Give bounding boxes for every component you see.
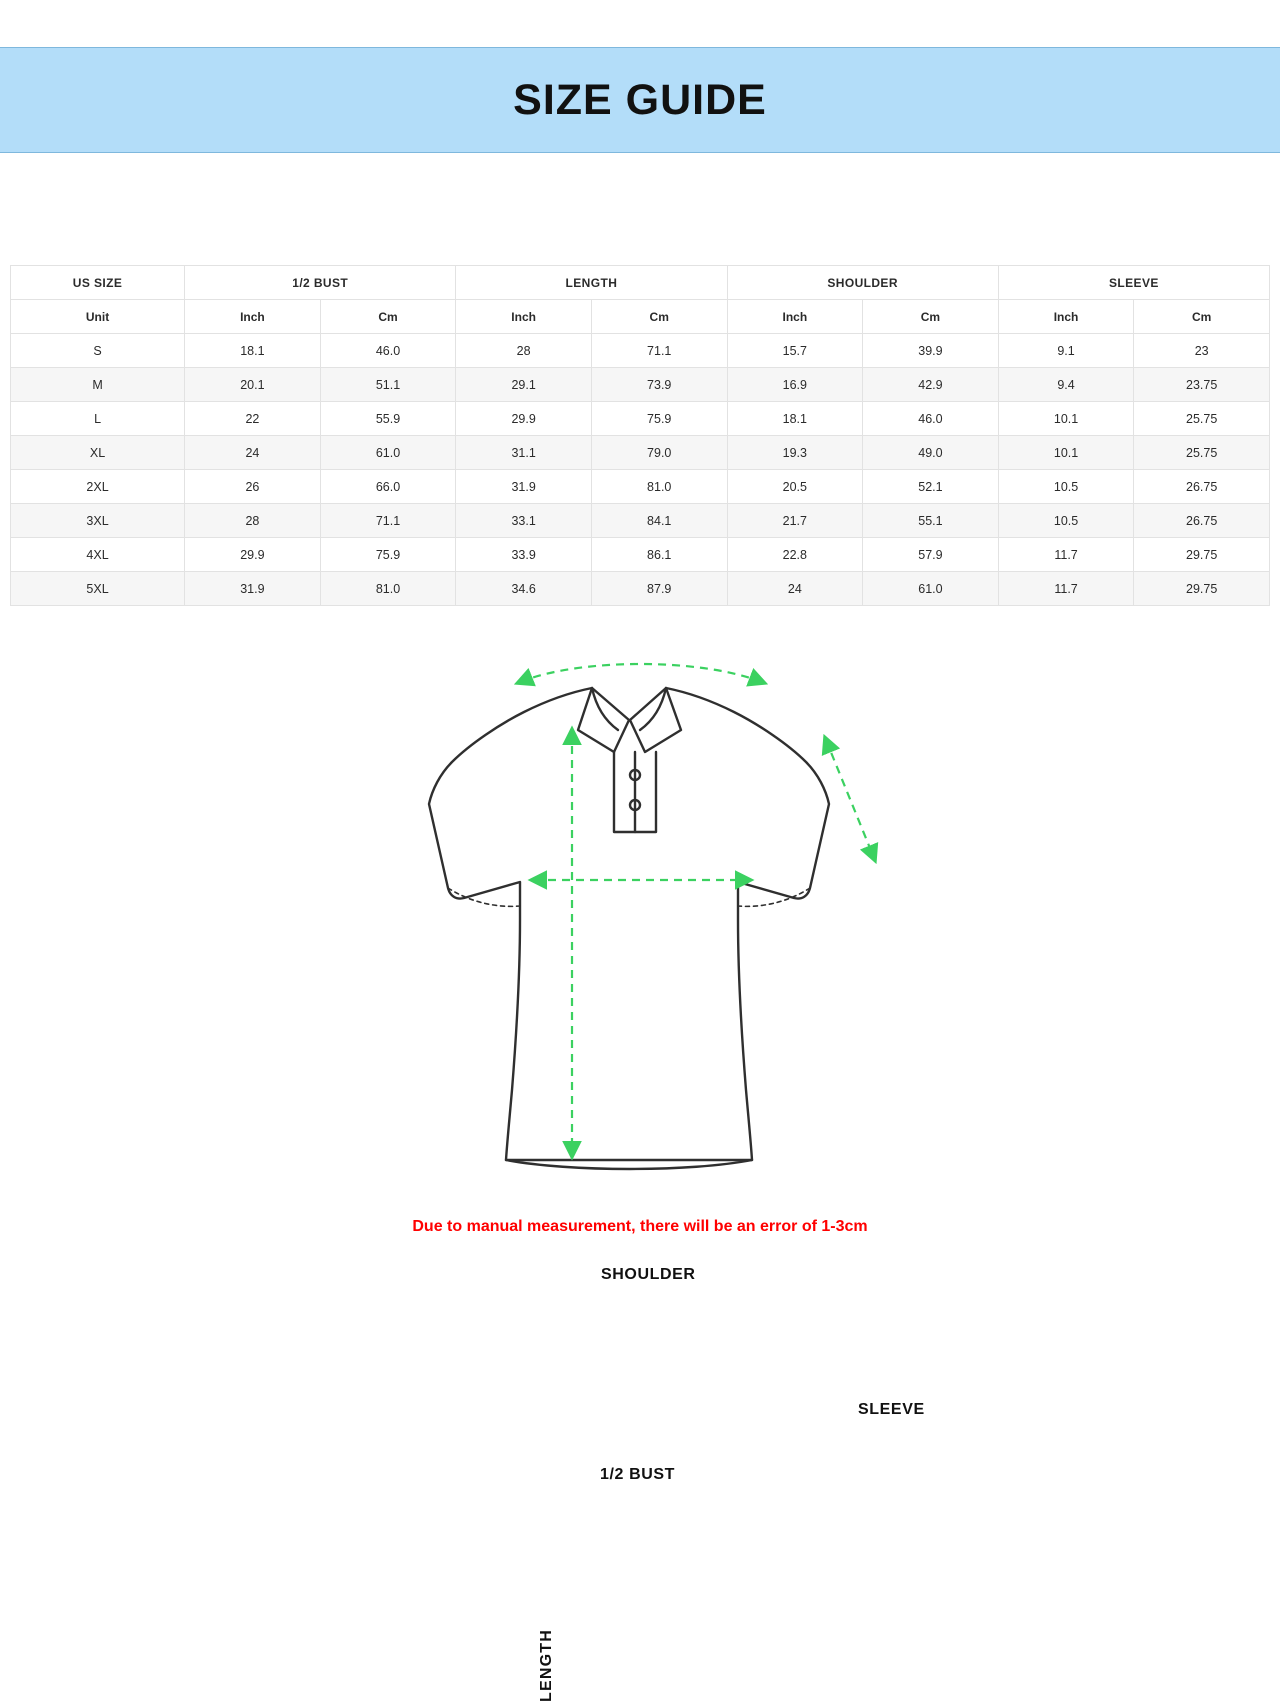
cell-bust-cm: 81.0 — [320, 572, 456, 606]
unit-length-cm: Cm — [591, 300, 727, 334]
cell-shoulder-inch: 21.7 — [727, 504, 863, 538]
cell-bust-inch: 20.1 — [185, 368, 321, 402]
cell-sleeve-inch: 9.4 — [998, 368, 1134, 402]
cell-bust-inch: 29.9 — [185, 538, 321, 572]
cell-sleeve-cm: 26.75 — [1134, 470, 1270, 504]
cell-length-cm: 87.9 — [591, 572, 727, 606]
cell-bust-inch: 26 — [185, 470, 321, 504]
cell-bust-inch: 28 — [185, 504, 321, 538]
cell-length-inch: 29.1 — [456, 368, 592, 402]
cell-length-cm: 73.9 — [591, 368, 727, 402]
cell-bust-cm: 66.0 — [320, 470, 456, 504]
cell-bust-cm: 46.0 — [320, 334, 456, 368]
cell-shoulder-cm: 61.0 — [863, 572, 999, 606]
cell-bust-inch: 24 — [185, 436, 321, 470]
cell-shoulder-inch: 24 — [727, 572, 863, 606]
cell-length-inch: 28 — [456, 334, 592, 368]
cell-length-cm: 86.1 — [591, 538, 727, 572]
col-header-us-size: US SIZE — [11, 266, 185, 300]
cell-length-cm: 79.0 — [591, 436, 727, 470]
cell-sleeve-inch: 10.1 — [998, 436, 1134, 470]
col-header-sleeve: SLEEVE — [998, 266, 1269, 300]
unit-sleeve-inch: Inch — [998, 300, 1134, 334]
cell-size: S — [11, 334, 185, 368]
cell-sleeve-cm: 23.75 — [1134, 368, 1270, 402]
table-row — [11, 368, 1270, 402]
col-header-length: LENGTH — [456, 266, 727, 300]
unit-sleeve-cm: Cm — [1134, 300, 1270, 334]
cell-sleeve-inch: 10.5 — [998, 504, 1134, 538]
sleeve-label: SLEEVE — [858, 1401, 925, 1418]
cell-length-cm: 75.9 — [591, 402, 727, 436]
cell-shoulder-cm: 57.9 — [863, 538, 999, 572]
cell-sleeve-inch: 9.1 — [998, 334, 1134, 368]
unit-bust-cm: Cm — [320, 300, 456, 334]
cell-sleeve-cm: 25.75 — [1134, 436, 1270, 470]
cell-sleeve-inch: 11.7 — [998, 538, 1134, 572]
cell-size: 4XL — [11, 538, 185, 572]
cell-sleeve-inch: 10.5 — [998, 470, 1134, 504]
cell-length-inch: 31.1 — [456, 436, 592, 470]
cell-length-inch: 31.9 — [456, 470, 592, 504]
cell-length-cm: 84.1 — [591, 504, 727, 538]
cell-shoulder-cm: 42.9 — [863, 368, 999, 402]
length-label: LENGTH — [538, 1629, 555, 1702]
table-row — [11, 572, 1270, 606]
cell-length-inch: 34.6 — [456, 572, 592, 606]
cell-length-cm: 81.0 — [591, 470, 727, 504]
table-row — [11, 504, 1270, 538]
cell-shoulder-cm: 39.9 — [863, 334, 999, 368]
table-row — [11, 334, 1270, 368]
unit-length-inch: Inch — [456, 300, 592, 334]
cell-shoulder-cm: 46.0 — [863, 402, 999, 436]
cell-sleeve-cm: 25.75 — [1134, 402, 1270, 436]
cell-length-inch: 33.1 — [456, 504, 592, 538]
table-unit-row — [11, 300, 1270, 334]
table-group-header-row — [11, 266, 1270, 300]
unit-shoulder-inch: Inch — [727, 300, 863, 334]
cell-shoulder-cm: 52.1 — [863, 470, 999, 504]
cell-length-inch: 33.9 — [456, 538, 592, 572]
size-table-wrapper — [10, 265, 1270, 606]
cell-sleeve-cm: 23 — [1134, 334, 1270, 368]
page-title: SIZE GUIDE — [513, 75, 767, 124]
table-row — [11, 470, 1270, 504]
table-row — [11, 538, 1270, 572]
cell-shoulder-inch: 15.7 — [727, 334, 863, 368]
shoulder-label: SHOULDER — [601, 1266, 696, 1283]
bust-label: 1/2 BUST — [600, 1466, 676, 1483]
unit-label: Unit — [11, 300, 185, 334]
cell-sleeve-inch: 10.1 — [998, 402, 1134, 436]
cell-bust-cm: 61.0 — [320, 436, 456, 470]
cell-length-inch: 29.9 — [456, 402, 592, 436]
shoulder-arrow — [520, 664, 762, 682]
cell-size: L — [11, 402, 185, 436]
cell-shoulder-cm: 49.0 — [863, 436, 999, 470]
cell-bust-cm: 55.9 — [320, 402, 456, 436]
cell-shoulder-inch: 22.8 — [727, 538, 863, 572]
polo-shirt-diagram — [0, 620, 1280, 1200]
cell-shoulder-cm: 55.1 — [863, 504, 999, 538]
cell-shoulder-inch: 18.1 — [727, 402, 863, 436]
unit-bust-inch: Inch — [185, 300, 321, 334]
unit-shoulder-cm: Cm — [863, 300, 999, 334]
cell-bust-inch: 31.9 — [185, 572, 321, 606]
table-row — [11, 402, 1270, 436]
measurement-note: Due to manual measurement, there will be an error of 1-3cm — [412, 1218, 868, 1235]
cell-shoulder-inch: 20.5 — [727, 470, 863, 504]
cell-bust-cm: 51.1 — [320, 368, 456, 402]
cell-size: XL — [11, 436, 185, 470]
cell-bust-cm: 71.1 — [320, 504, 456, 538]
cell-size: 5XL — [11, 572, 185, 606]
header-banner — [0, 47, 1280, 153]
col-header-half-bust: 1/2 BUST — [185, 266, 456, 300]
table-row — [11, 436, 1270, 470]
cell-size: 2XL — [11, 470, 185, 504]
cell-sleeve-cm: 26.75 — [1134, 504, 1270, 538]
col-header-shoulder: SHOULDER — [727, 266, 998, 300]
cell-bust-inch: 18.1 — [185, 334, 321, 368]
cell-length-cm: 71.1 — [591, 334, 727, 368]
cell-size: M — [11, 368, 185, 402]
cell-sleeve-cm: 29.75 — [1134, 572, 1270, 606]
cell-bust-cm: 75.9 — [320, 538, 456, 572]
cell-shoulder-inch: 16.9 — [727, 368, 863, 402]
cell-sleeve-cm: 29.75 — [1134, 538, 1270, 572]
cell-bust-inch: 22 — [185, 402, 321, 436]
sleeve-arrow — [826, 740, 874, 858]
cell-sleeve-inch: 11.7 — [998, 572, 1134, 606]
size-table — [10, 265, 1270, 606]
cell-shoulder-inch: 19.3 — [727, 436, 863, 470]
cell-size: 3XL — [11, 504, 185, 538]
